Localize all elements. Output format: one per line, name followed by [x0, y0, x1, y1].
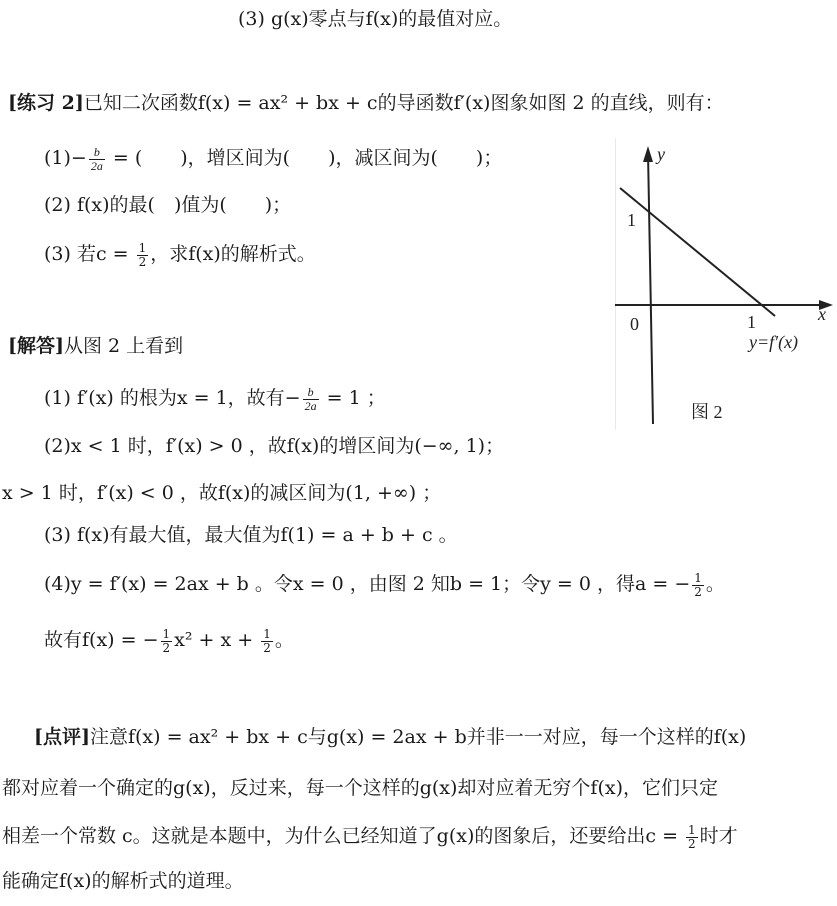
- q1-fraction: [89, 146, 105, 172]
- l3-frac-num: 1: [688, 823, 696, 837]
- a5-fraction-1: [161, 628, 173, 654]
- q3-frac-den: 2: [138, 254, 147, 269]
- a4-suffix: 。: [705, 573, 725, 596]
- answer-2: (2)x < 1 时，f′(x) > 0 ，故f(x)的增区间为(−∞, 1)；: [44, 435, 505, 457]
- answer-heading: [8, 337, 183, 356]
- answer-1: [44, 386, 386, 412]
- a1-suffix: = 1 ；: [320, 387, 386, 410]
- q1-prefix: (1)−: [44, 147, 87, 170]
- q1-suffix: = ( )，增区间为( )，减区间为( )；: [106, 147, 503, 170]
- a4-fraction: [692, 572, 704, 598]
- figure-caption: 图 2: [691, 402, 723, 422]
- a5-suffix: 。: [274, 629, 294, 652]
- answer-5: [44, 628, 294, 654]
- derivative-line: [620, 188, 775, 316]
- q3-frac-num: 1: [138, 241, 147, 255]
- top-line: (3) g(x)零点与f(x)的最值对应。: [238, 8, 513, 30]
- exercise-heading: [8, 94, 724, 113]
- question-1: [44, 146, 502, 172]
- q3-prefix: (3) 若c =: [44, 243, 135, 266]
- answer-intro: 从图 2 上看到: [63, 335, 184, 357]
- figure-2-graph: [615, 138, 837, 430]
- exercise-text: 已知二次函数f(x) = ax² + bx + c的导函数f′(x)图象如图 2 的直线，则有：: [83, 92, 724, 114]
- l3-fraction: [686, 824, 698, 850]
- y-axis-arrow-icon: [643, 146, 653, 162]
- a5-frac2-den: 2: [263, 640, 271, 655]
- a5-fraction-2: [261, 628, 273, 654]
- x-axis-label: x: [818, 304, 826, 324]
- q3-suffix: ，求f(x)的解析式。: [150, 243, 316, 266]
- a1-prefix: (1) f′(x) 的根为x = 1，故有−: [44, 387, 301, 410]
- x-intercept-label: 1: [747, 312, 756, 332]
- origin-label: 0: [630, 314, 639, 334]
- a5-frac1-num: 1: [162, 627, 171, 641]
- q1-frac-num: b: [89, 146, 105, 160]
- a1-frac-den: 2a: [304, 398, 317, 413]
- comment-line-3: [2, 824, 738, 850]
- l3-frac-den: 2: [688, 836, 696, 851]
- y-axis: [648, 152, 653, 424]
- line-label: y=f′(x): [749, 332, 799, 352]
- y-intercept-label: 1: [627, 210, 636, 230]
- comment-line-4: 能确定f(x)的解析式的道理。: [2, 870, 244, 892]
- exercise-tag: [练习 2]: [8, 92, 84, 114]
- a5-frac1-den: 2: [162, 640, 171, 655]
- a4-frac-num: 1: [694, 571, 702, 585]
- question-2: (2) f(x)的最( )值为( )；: [44, 194, 292, 216]
- figure-2: [615, 138, 837, 430]
- comment-line-2: 都对应着一个确定的g(x)，反过来，每一个这样的g(x)却对应着无穷个f(x)，它们只定: [2, 777, 718, 799]
- comment-tag: [点评]: [34, 726, 90, 748]
- answer-tag: [解答]: [8, 335, 64, 357]
- a4-frac-den: 2: [694, 584, 702, 599]
- a5-mid: x² + x +: [174, 629, 260, 652]
- a1-fraction: [303, 386, 319, 412]
- answer-4: [44, 572, 725, 598]
- question-3: [44, 242, 316, 268]
- l3-prefix: 相差一个常数 c。这就是本题中，为什么已经知道了g(x)的图象后，还要给出c =: [2, 825, 685, 848]
- comment-line-1: [34, 728, 746, 747]
- y-axis-label: y: [657, 144, 665, 164]
- a4-prefix: (4)y = f′(x) = 2ax + b 。令x = 0 ，由图 2 知b = 1；令y = 0 ，得a = −: [44, 573, 691, 596]
- l3-suffix: 时才: [699, 825, 738, 848]
- comment-l1: 注意f(x) = ax² + bx + c与g(x) = 2ax + b并非一一对应，每一个这样的f(x): [89, 726, 747, 748]
- a5-frac2-num: 1: [263, 627, 271, 641]
- q3-fraction: [137, 242, 149, 268]
- answer-2b: x > 1 时，f′(x) < 0 ，故f(x)的减区间为(1, +∞) ；: [2, 482, 442, 504]
- a1-frac-num: b: [303, 386, 319, 400]
- a5-prefix: 故有f(x) = −: [44, 629, 159, 652]
- q1-frac-den: 2a: [90, 158, 103, 173]
- answer-3: (3) f(x)有最大值，最大值为f(1) = a + b + c 。: [44, 524, 458, 546]
